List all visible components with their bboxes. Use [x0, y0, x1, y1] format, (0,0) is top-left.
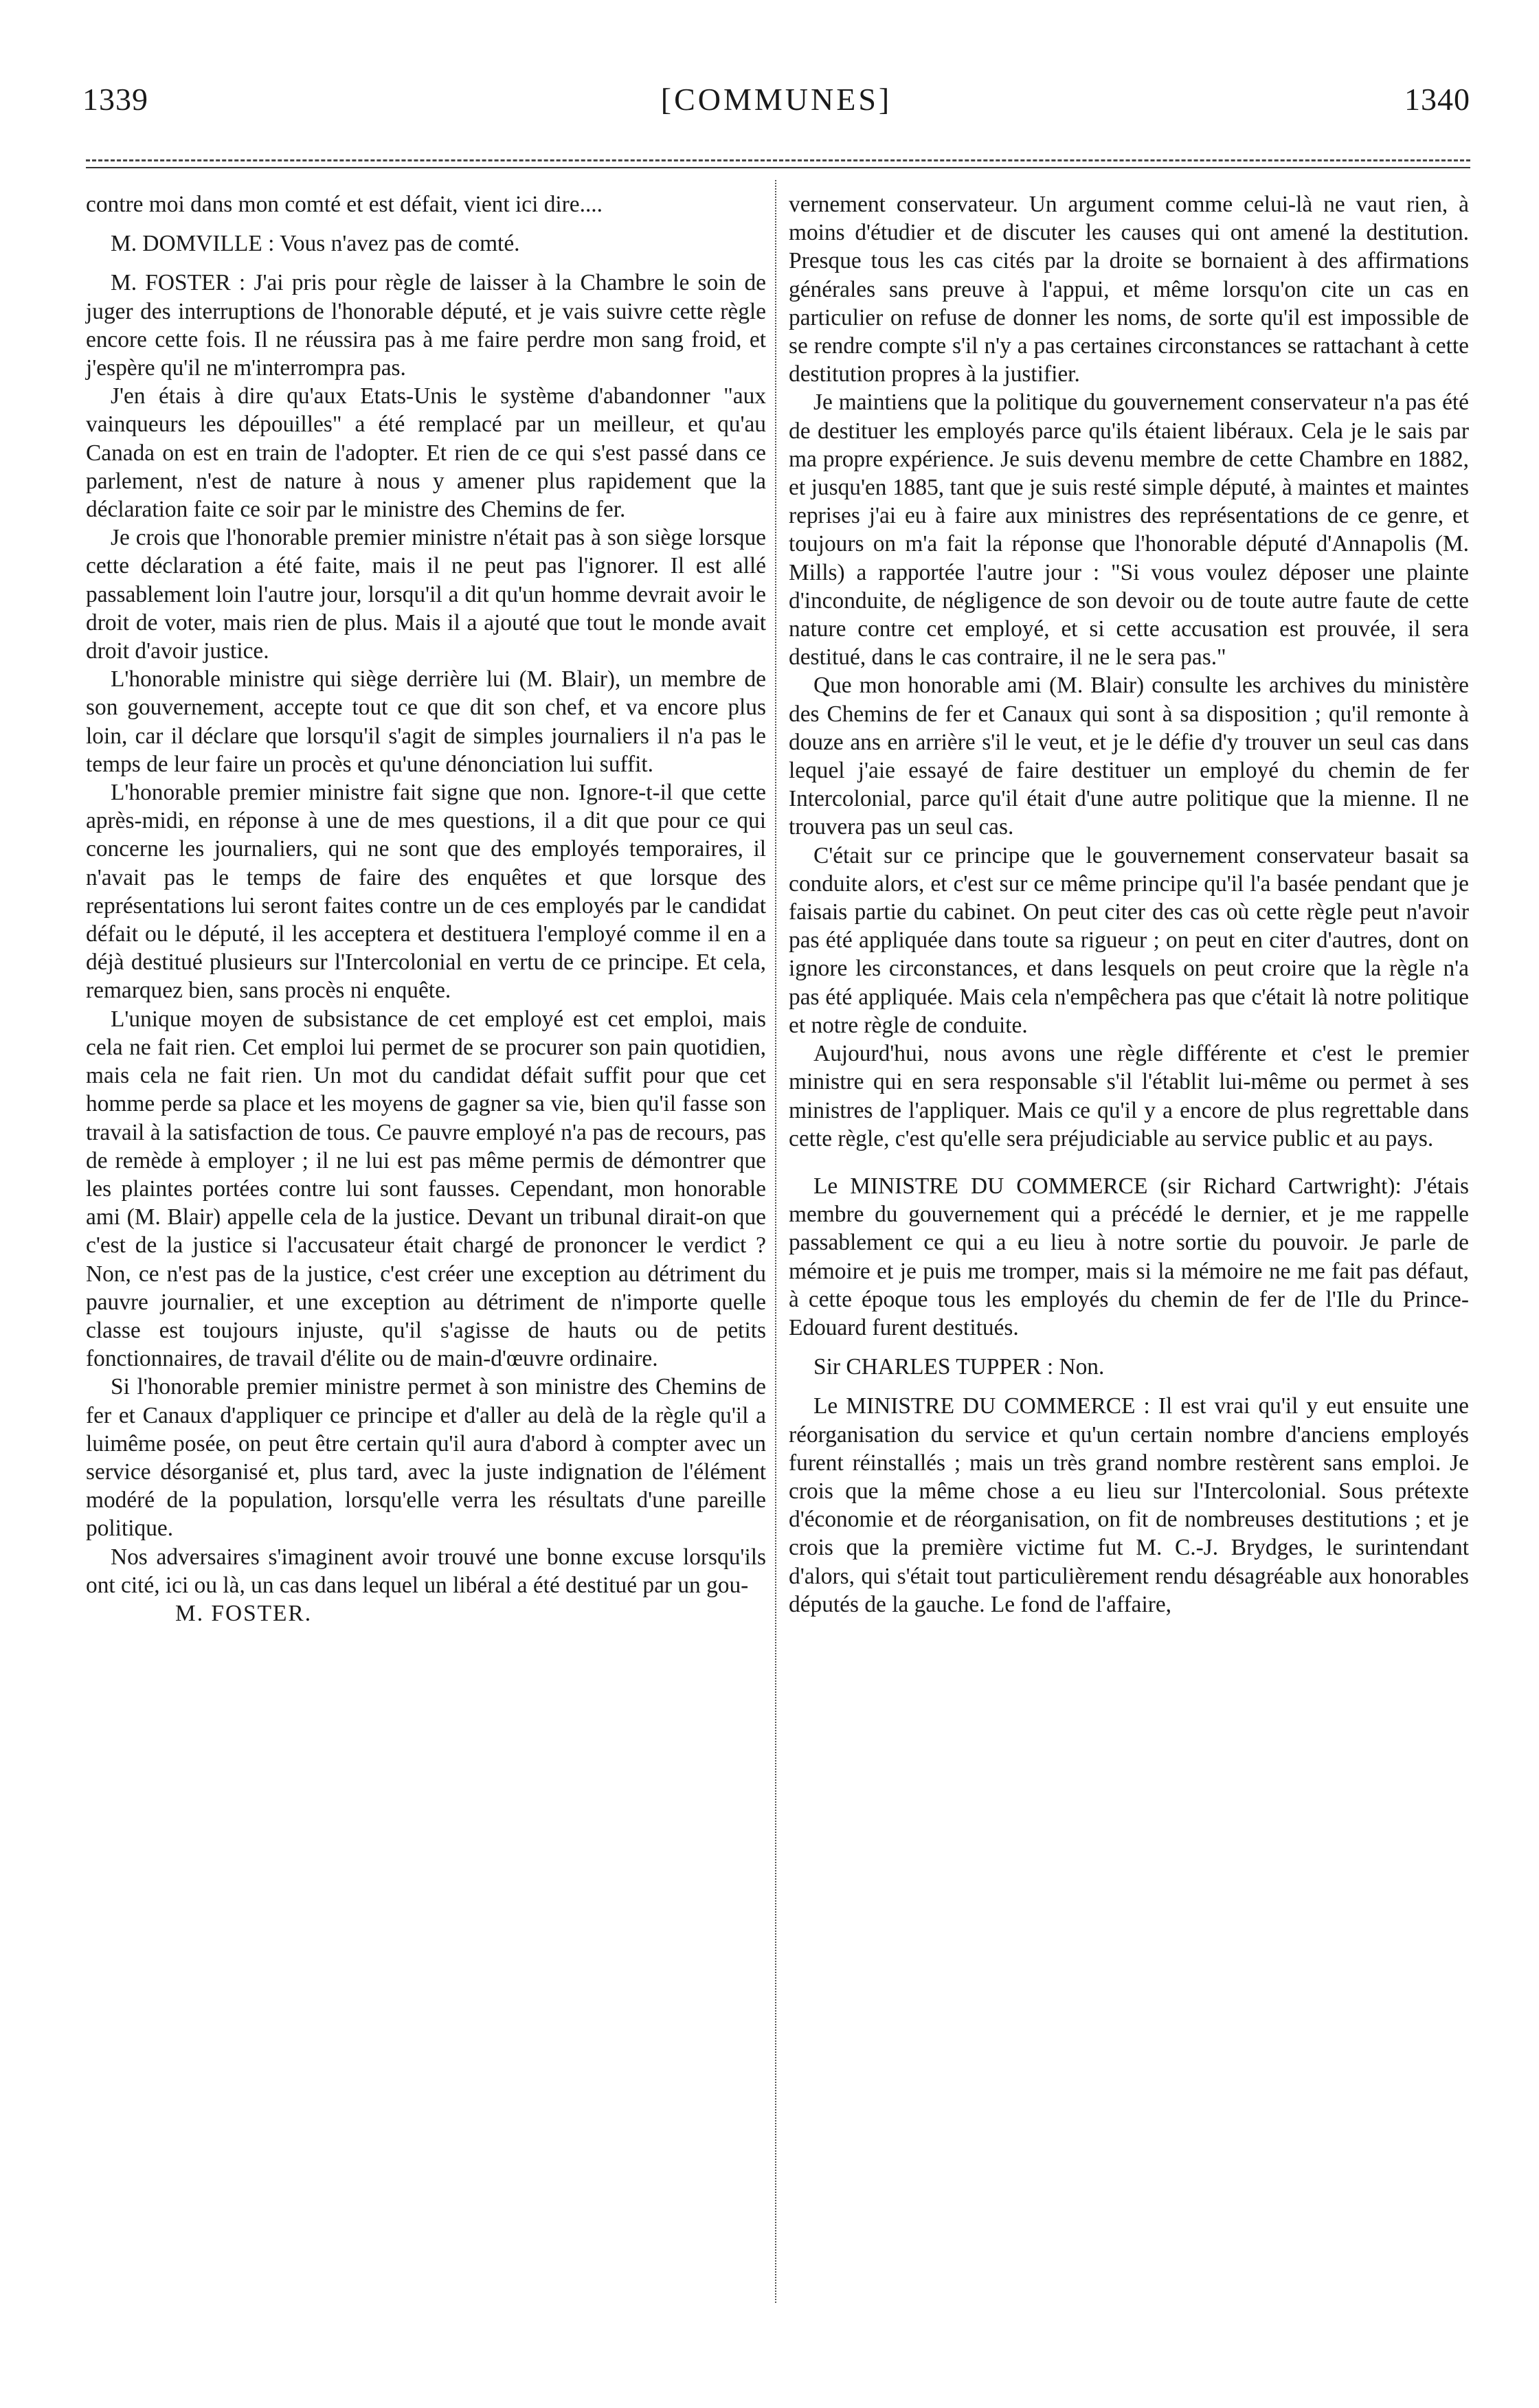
speech-ministre-commerce: Le MINISTRE DU COMMERCE (sir Richard Cartwright): J'étais membre du gouvernement qui a précédé le dernier, et je me rappelle passablement ce qui a eu lieu à notre sortie du pouvoir. Je parle de mémoire et je puis me tromper, mais si la mémoire ne me fait pas défaut, à cette époque tous les employés du chemin de fer de l'Ile du Prince-Edouard furent destitués.	[789, 1173, 1469, 1340]
left-column	[86, 190, 766, 1628]
column-divider	[775, 180, 776, 2303]
paragraph: C'était sur ce principe que le gouvernement conservateur basait sa conduite alors, et c'est sur ce même principe qu'il l'a basée pendant que je faisais partie du cabinet. On peut citer des cas où cette règle peut n'avoir pas été appliquée dans toute sa rigueur ; on peut en citer d'autres, dont on ignore les circonstances, et dans lesquels on peut croire que la règle n'a pas été appliquée. Mais cela n'empêchera pas que c'était là notre politique et notre règle de conduite.	[789, 842, 1469, 1038]
header-rule-dashed	[86, 159, 1470, 161]
paragraph: vernement conservateur. Un argument comme celui-là ne vaut rien, à moins d'étudier et de discuter les causes qui ont amené la destitution. Presque tous les cas cités par la droite se bornaient à des affirmations générales sans preuve à l'appui, et même lorsqu'on cite un cas en particulier on refuse de donner les noms, de sorte qu'il est impossible de se rendre compte s'il n'y a pas certaines circonstances se rattachant à cette destitution propres à la justifier.	[789, 192, 1469, 387]
speech-domville: M. DOMVILLE : Vous n'avez pas de comté.	[111, 231, 520, 257]
paragraph: Je maintiens que la politique du gouvernement conservateur n'a pas été de destituer les employés parce qu'ils étaient libéraux. Cela je le sais par ma propre expérience. Je suis devenu membre de cette Chambre en 1882, et jusqu'en 1885, tant que je suis resté simple député, à maintes et maintes reprises j'ai eu à faire aux ministres des représentations de ce genre, et toujours on m'a fait la réponse que l'honorable député d'Annapolis (M. Mills) a rapportée l'autre jour : "Si vous voulez déposer une plainte d'inconduite, de négligence de son devoir ou de toute autre faute de cette nature contre cet employé, et si cette accusation est prouvée, il sera destitué, dans le cas contraire, il ne le sera pas."	[789, 390, 1469, 671]
header-rule	[86, 167, 1470, 168]
paragraph: Que mon honorable ami (M. Blair) consulte les archives du ministère des Chemins de fer et Canaux qui sont à sa disposition ; qu'il remonte à douze ans en arrière s'il le veut, et je le défie d'y trouver un seul cas dans lequel j'aie essayé de faire destituer un employé du chemin de fer Intercolonial, parce qu'il était d'une autre politique que la mienne. Il ne trouvera pas un seul cas.	[789, 673, 1469, 840]
speech-tupper: Sir CHARLES TUPPER : Non.	[813, 1354, 1105, 1380]
paragraph: Aujourd'hui, nous avons une règle différente et c'est le premier ministre qui en sera responsable s'il l'établit lui-même ou permet à ses ministres de l'appliquer. Mais ce qu'il y a encore de plus regrettable dans cette règle, c'est qu'elle sera préjudiciable au service public et au pays.	[789, 1041, 1469, 1151]
paragraph: L'unique moyen de subsistance de cet employé est cet emploi, mais cela ne fait rien. Cet emploi lui permet de se procurer son pain quotidien, mais cela ne fait rien. Un mot du candidat défait suffit pour que cet homme perde sa place et les moyens de gagner sa vie, bien qu'il fasse son travail à la satisfaction de tous. Ce pauvre employé n'a pas de recours, pas de remède à employer ; il ne lui est pas même permis de démontrer que les plaintes portées contre lui sont fausses. Cependant, mon honorable ami (M. Blair) appelle cela de la justice. Devant un tribunal dirait-on que c'est de la justice si l'accusateur était chargé de prononcer le verdict ? Non, ce n'est pas de la justice, c'est créer une exception au détriment du pauvre journalier, et une exception au détriment de n'importe quelle classe est toujours injuste, qu'il s'agisse de hauts ou de petits fonctionnaires, de travail d'élite ou de main-d'œuvre ordinaire.	[86, 1006, 766, 1372]
page-header	[82, 81, 1470, 143]
right-column	[789, 190, 1469, 1619]
paragraph: contre moi dans mon comté et est défait, vient ici dire....	[86, 192, 603, 217]
paragraph: J'en étais à dire qu'aux Etats-Unis le système d'abandonner "aux vainqueurs les dépouilles" a été remplacé par un meilleur, et qu'au Canada on est en train de l'adopter. Et rien de ce qui s'est passé dans ce parlement, n'est de nature à nous y amener plus rapidement que la déclaration faite ce soir par le ministre des Chemins de fer.	[86, 383, 766, 523]
paragraph: Si l'honorable premier ministre permet à son ministre des Chemins de fer et Canaux d'appliquer ce principe et d'aller au delà de la règle qu'il a luimême posée, on peut être certain qu'il aura d'abord à compter avec un service désorganisé et, plus tard, avec la juste indignation de l'élément modéré de la population, lorsqu'elle verra les résultats d'une pareille politique.	[86, 1374, 766, 1542]
paragraph: Je crois que l'honorable premier ministre n'était pas à son siège lorsque cette déclaration a été faite, mais il ne peut pas l'ignorer. Il est allé passablement loin l'autre jour, lorsqu'il a dit qu'un homme devrait avoir le droit de voter, mais rien de plus. Mais il a ajouté que tout le monde avait droit d'avoir justice.	[86, 525, 766, 664]
running-title: [COMMUNES]	[660, 82, 892, 117]
paragraph: Nos adversaires s'imaginent avoir trouvé une bonne excuse lorsqu'ils ont cité, ici ou là, un cas dans lequel un libéral a été destitué par un gou-	[86, 1544, 766, 1598]
paragraph: L'honorable premier ministre fait signe que non. Ignore-t-il que cette après-midi, en réponse à une de mes questions, il a dit que pour ce qui concerne les journaliers, qui ne sont que des employés temporaires, il n'avait pas le temps de faire des enquêtes et que lorsque des représentations lui seront faites contre un de ces employés par le candidat défait ou le député, il les acceptera et destituera l'employé comme il en a déjà destitué plusieurs sur l'Intercolonial en vertu de ce principe. Et cela, remarquez bien, sans procès ni enquête.	[86, 780, 766, 1004]
page-number-right: 1340	[1404, 82, 1470, 117]
speech-foster: M. FOSTER : J'ai pris pour règle de laisser à la Chambre le soin de juger des interruptions de l'honorable député, et je vais suivre cette règle encore cette fois. Il ne réussira pas à me faire perdre mon sang froid, et j'espère qu'il ne m'interrompra pas.	[86, 270, 766, 381]
speaker-signature: M. FOSTER.	[175, 1600, 313, 1626]
paragraph: L'honorable ministre qui siège derrière lui (M. Blair), un membre de son gouvernement, accepte tout ce que dit son chef, et va encore plus loin, car il déclare que lorsqu'il s'agit de simples journaliers il n'a pas le temps de leur faire un procès et qu'une dénonciation lui suffit.	[86, 666, 766, 777]
page-number-left: 1339	[82, 82, 148, 117]
speech-ministre-commerce: Le MINISTRE DU COMMERCE : Il est vrai qu'il y eut ensuite une réorganisation du service et qu'un certain nombre d'anciens employés furent réinstallés ; mais un très grand nombre restèrent sans emploi. Je crois que la même chose a eu lieu sur l'Intercolonial. Sous prétexte d'économie et de réorganisation, on fit de nombreuses destitutions ; et je crois que la première victime fut M. C.-J. Brydges, le surintendant d'alors, qui s'était tout particulièrement rendu désagréable aux honorables députés de la gauche. Le fond de l'affaire,	[789, 1393, 1469, 1617]
